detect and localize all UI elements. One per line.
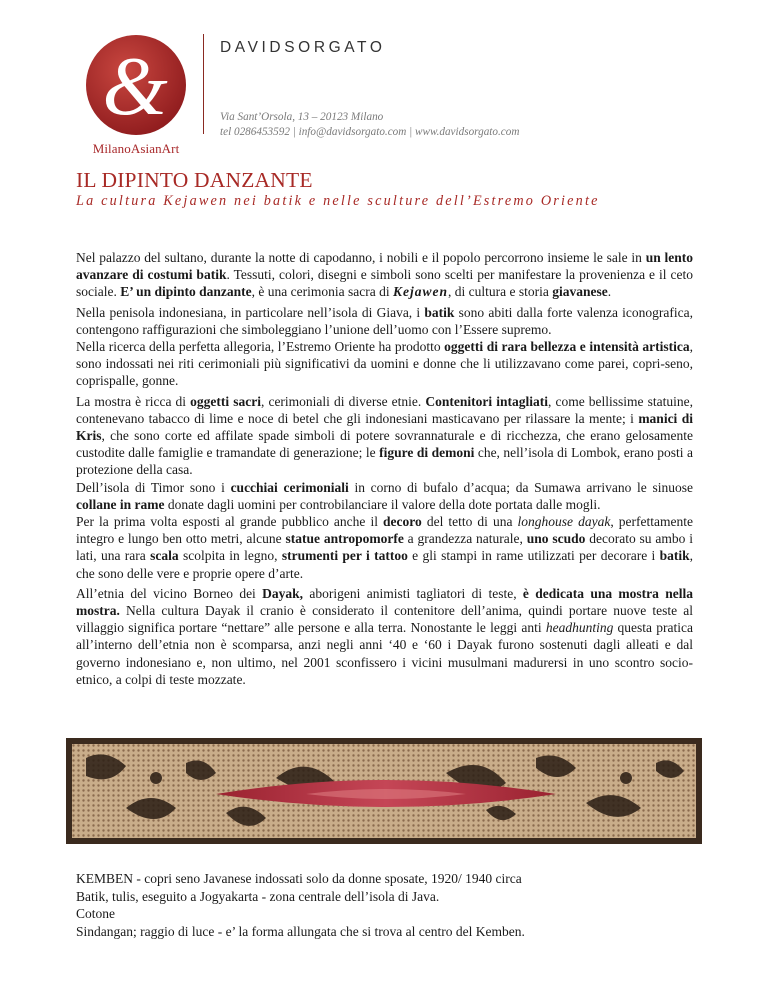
paragraph-1: Nel palazzo del sultano, durante la notte di capodanno, i nobili e il popolo percorrono insieme le sale in un lento avanzare di costumi batik. Tessuti, colori, disegni e simboli sono scelti per manifestare la provenienza e il ceto sociale. E’ un dipinto danzante, è una cerimonia sacra di Kejawen, di cultura e storia giavanese. <box>76 250 693 300</box>
svg-text:&: & <box>102 40 168 133</box>
header-divider <box>203 34 204 134</box>
page-title: IL DIPINTO DANZANTE <box>76 168 313 192</box>
address-line: Via Sant’Orsola, 13 – 20123 Milano <box>220 111 384 123</box>
caption-line: Cotone <box>76 906 115 921</box>
contact-line: tel 0286453592 | info@davidsorgato.com | www.davidsorgato.com <box>220 126 520 138</box>
paragraph-4: La mostra è ricca di oggetti sacri, cerimoniali di diverse etnie. Contenitori intagliati, come bellissime statuine, contenevano tabacco di lime e noce di betel che gli indonesiani masticavano per rilassare la mente; i manici di Kris, che sono corte ed affilate spade simboli di potere sovrannaturale e di ricchezza, che erano gelosamente custodite dalle famiglie e tramandate di generazione; le figure di demoni che, nell’isola di Lombok, erano posti a protezione della casa. <box>76 393 693 478</box>
paragraph-5: Dell’isola di Timor sono i cucchiai cerimoniali in corno di bufalo d’acqua; da Sumawa arrivano le sinuose collane in rame donate dagli uomini per controbilanciare il valore della dote portata dalle mogli. <box>76 479 693 512</box>
paragraph-2: Nella penisola indonesiana, in particolare nell’isola di Giava, i batik sono abiti dalla forte valenza iconografica, contengono raffigurazioni che simboleggiano l’unione dell’uomo con l’Essere supremo. <box>76 304 694 337</box>
caption-line: Batik, tulis, eseguito a Jogyakarta - zona centrale dell’isola di Java. <box>76 888 440 904</box>
image-caption <box>76 870 525 940</box>
article-body <box>76 249 693 691</box>
logo <box>78 34 194 157</box>
paragraph-7: All’etnia del vicino Borneo dei Dayak, aborigeni animisti tagliatori di teste, è dedicata una mostra nella mostra. Nella cultura Dayak il cranio è considerato il contenitore dell’anima, quindi portare nuove teste al villaggio significa portare “nettare” alle persone e alla terra. Nonostante le leggi anti headhunting questa pratica all’interno dell’etnia non è scomparsa, anzi negli anni ‘40 e ‘60 i Dayak furono sostenuti dagli alleati e dal governo indonesiano e, non ultimo, nel 2001 sconfissero i vicini musulmani madurersi in uno scontro socio-etnico, a colpi di teste mozzate. <box>76 585 694 687</box>
brand-name: DAVIDSORGATO <box>220 39 386 56</box>
paragraph-3: Nella ricerca della perfetta allegoria, l’Estremo Oriente ha prodotto oggetti di rara bellezza e intensità artistica, sono indossati nei riti cerimoniali più significativi da uomini e donne che li utilizzavano come parei, copri-seno, coprispalle, gonne. <box>76 339 694 389</box>
caption-line: Sindangan; raggio di luce - e’ la forma allungata che si trova al centro del Kemben. <box>76 923 525 939</box>
logo-caption: MilanoAsianArt <box>92 141 180 156</box>
paragraph-6: Per la prima volta esposti al grande pubblico anche il decoro del tetto di una longhouse dayak, perfettamente integro e lungo ben otto metri, alcune statue antropomorfe a grandezza naturale, uno scudo decorato su ambo i lati, una rara scala scolpita in legno, strumenti per i tattoo e gli stampi in rame utilizzati per decorare i batik, che sono delle vere e proprie opere d’arte. <box>76 514 694 581</box>
kemben-batik-image <box>66 738 702 844</box>
header-address <box>220 110 519 140</box>
page-subtitle: La cultura Kejawen nei batik e nelle sculture dell’Estremo Oriente <box>76 193 600 209</box>
caption-line: KEMBEN - copri seno Javanese indossati solo da donne sposate, 1920/ 1940 circa <box>76 871 522 886</box>
ampersand-logo-icon <box>85 34 187 136</box>
